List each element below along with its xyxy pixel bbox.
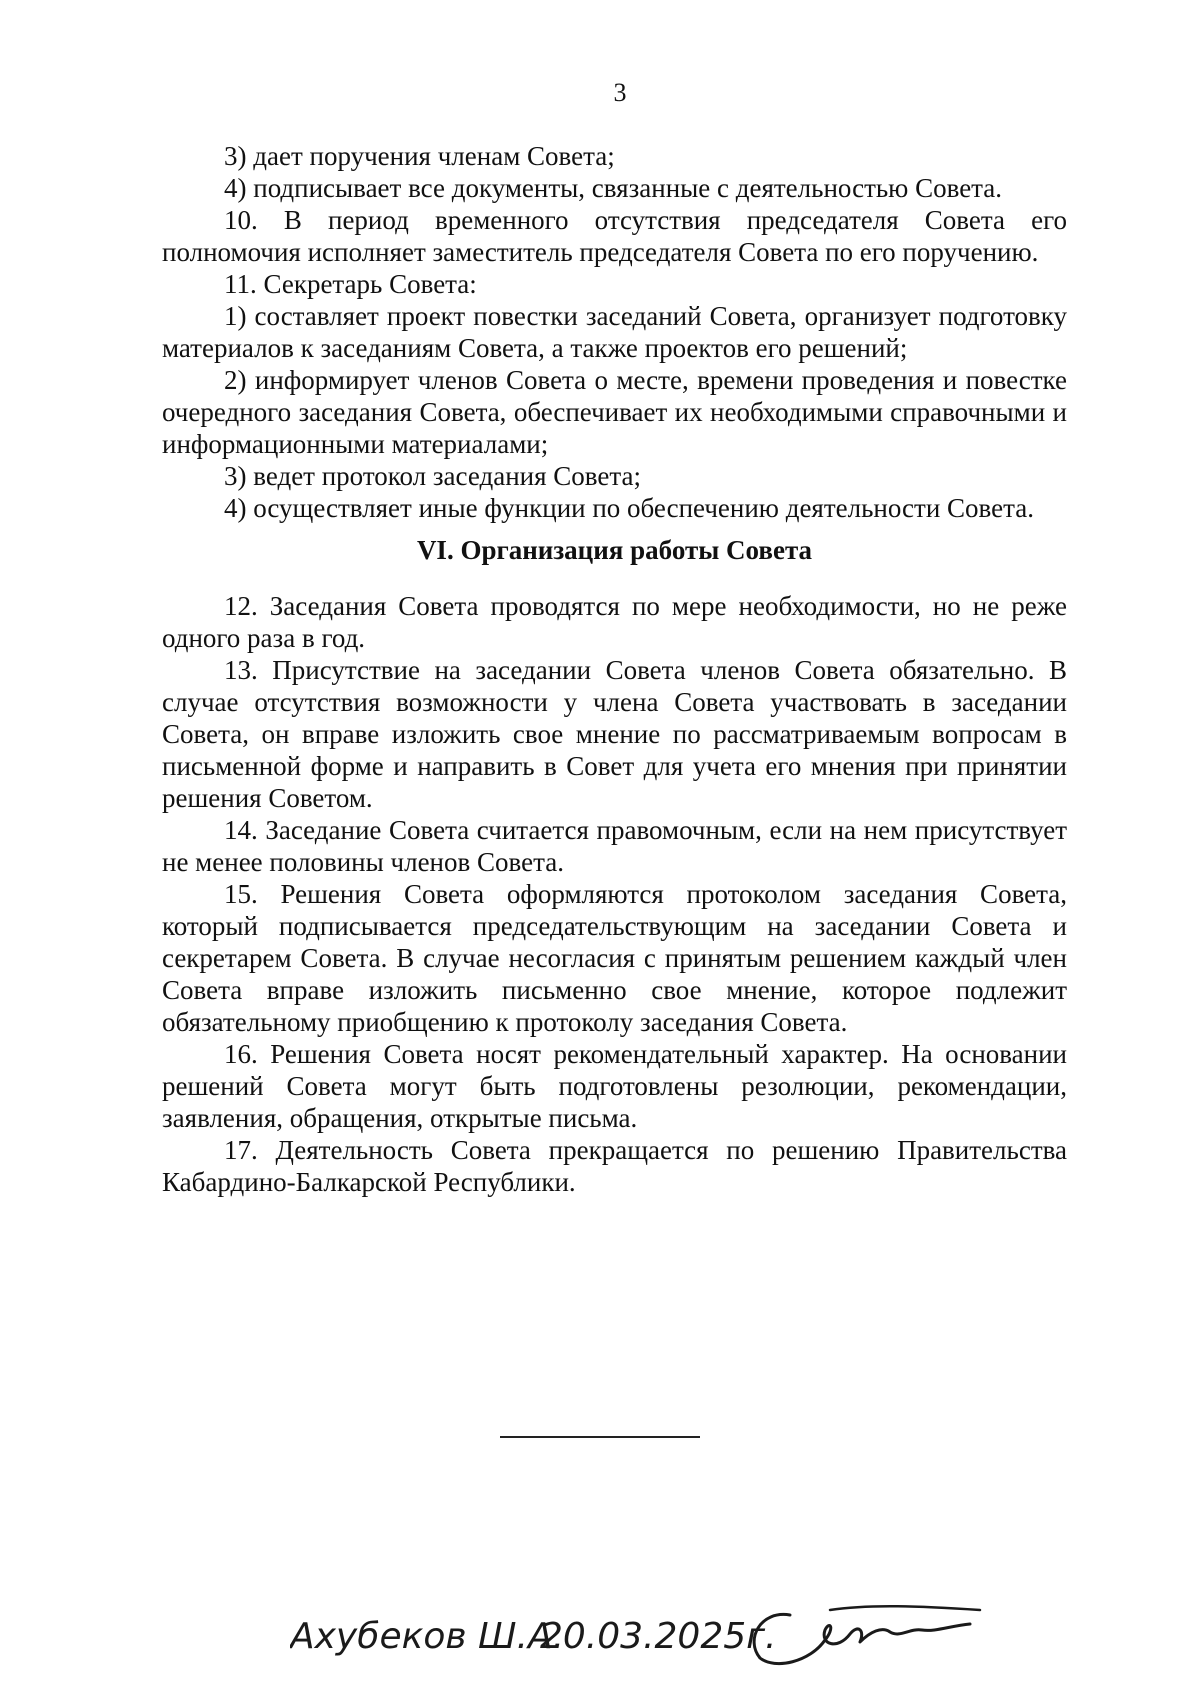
paragraph: 4) осуществляет иные функции по обеспечению деятельности Совета. bbox=[224, 493, 1034, 523]
document-body bbox=[162, 140, 1067, 1198]
paragraph: 10. В период временного отсутствия председателя Совета его полномочия исполняет заместитель председателя Совета по его поручению. bbox=[162, 205, 1067, 267]
signature-underline bbox=[830, 1606, 980, 1610]
handwritten-date: 20.03.2025г. bbox=[540, 1616, 777, 1657]
paragraph: 13. Присутствие на заседании Совета членов Совета обязательно. В случае отсутствия возможности у члена Совета участвовать в заседании Совета, он вправе изложить свое мнение по рассматриваемым вопросам в письменной форме и направить в Совет для учета его мнения при принятии решения Советом. bbox=[162, 655, 1067, 813]
paragraph: 4) подписывает все документы, связанные с деятельностью Совета. bbox=[224, 173, 1003, 203]
paragraph: 3) дает поручения членам Совета; bbox=[224, 141, 615, 171]
paragraph: 3) ведет протокол заседания Совета; bbox=[224, 461, 641, 491]
handwritten-name: Ахубеков Ш.А. bbox=[290, 1616, 565, 1657]
end-divider-line bbox=[500, 1436, 700, 1438]
page-number: 3 bbox=[613, 78, 627, 107]
paragraph: 2) информирует членов Совета о месте, времени проведения и повестке очередного заседания Совета, обеспечивает их необходимыми справочными и информационными материалами; bbox=[162, 365, 1067, 459]
paragraph: 12. Заседания Совета проводятся по мере необходимости, но не реже одного раза в год. bbox=[162, 591, 1067, 653]
paragraph: 17. Деятельность Совета прекращается по решению Правительства Кабардино-Балкарской Республики. bbox=[162, 1135, 1067, 1197]
section-heading: VI. Организация работы Совета bbox=[416, 535, 813, 565]
paragraph: 16. Решения Совета носят рекомендательный характер. На основании решений Совета могут быть подготовлены резолюции, рекомендации, заявления, обращения, открытые письма. bbox=[162, 1039, 1067, 1133]
paragraph: 14. Заседание Совета считается правомочным, если на нем присутствует не менее половины членов Совета. bbox=[162, 815, 1067, 877]
paragraph: 1) составляет проект повестки заседаний Совета, организует подготовку материалов к заседаниям Совета, а также проектов его решений; bbox=[162, 301, 1067, 363]
handwritten-signature-block bbox=[290, 1570, 990, 1680]
paragraph: 15. Решения Совета оформляются протоколом заседания Совета, который подписывается председательствующим на заседании Совета и секретарем Совета. В случае несогласия с принятым решением каждый член Совета вправе изложить письменно свое мнение, которое подлежит обязательному приобщению к протоколу заседания Совета. bbox=[162, 879, 1067, 1037]
paragraph: 11. Секретарь Совета: bbox=[224, 269, 477, 299]
signature-scribble bbox=[754, 1614, 970, 1663]
signature-drawing bbox=[290, 1570, 990, 1680]
